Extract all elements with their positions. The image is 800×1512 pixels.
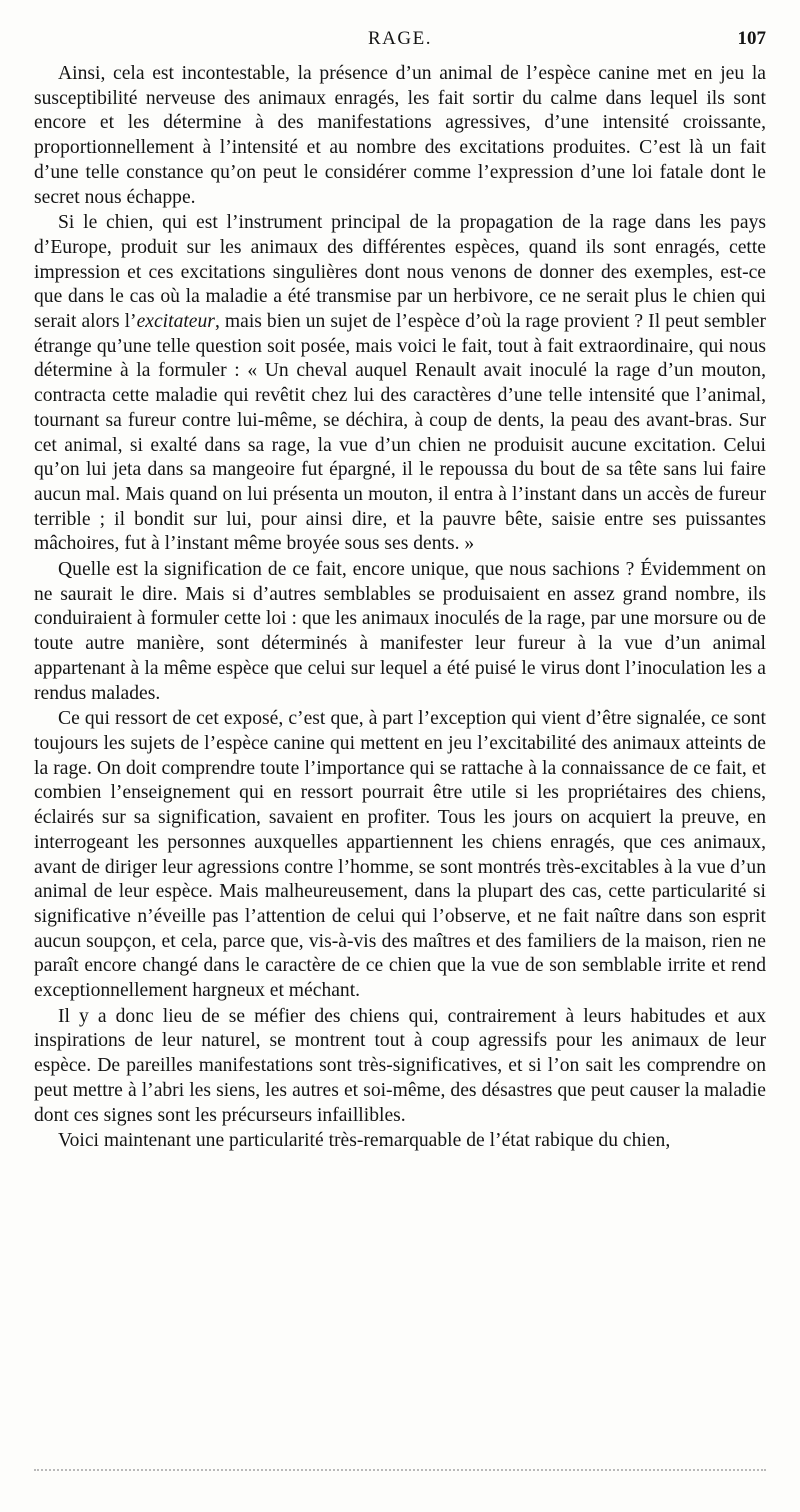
paragraph-text: Ainsi, cela est incontestable, la présence d’un animal de l’espèce canine met en jeu la susceptibilité nerveuse des animaux enragés, les fait sortir du calme dans lequel ils sont encore et les détermine à des manifestations agressives, d’une intensité croissante, proportionnellement à l’intensité et au nombre des excitations produites. C’est là un fait d’une telle constance qu’on peut le considérer comme l’expression d’une loi fatale dont le secret nous échappe.	[34, 63, 766, 208]
paragraph-text: Quelle est la signification de ce fait, encore unique, que nous sachions ? Évidemment on ne saurait le dire. Mais si d’autres semblables se produisaient en assez grand nombre, ils conduiraient à formuler cette loi : que les animaux inoculés de la rage, par une morsure ou de toute autre manière, sont déterminés à manifester leur fureur à la vue d’un animal appartenant à la même espèce que celui sur lequel a été puisé le virus dont l’inoculation les a rendus malades.	[34, 559, 766, 704]
paragraph	[34, 62, 766, 210]
paragraph-text-continued: , mais bien un sujet de l’espèce d’où la rage provient ? Il peut sembler étrange qu’une telle question soit posée, mais voici le fait, tout à fait extraordinaire, qui nous détermine à la formuler : « Un cheval auquel Renault avait inoculé la rage d’un mouton, contracta cette maladie qui revêtit chez lui des caractères d’une telle intensité que l’animal, tournant sa fureur contre lui-même, se déchira, à coup de dents, la peau des avant-bras. Sur cet animal, si exalté dans sa rage, la vue d’un chien ne produisit aucune excitation. Celui qu’on lui jeta dans sa mangeoire fut épargné, il le repoussa du bout de sa tête sans lui faire aucun mal. Mais quand on lui présenta un mouton, il entra à l’instant dans un accès de fureur terrible ; il bondit sur lui, pour ainsi dire, et la pauvre bête, saisie entre ses puissantes mâchoires, fut à l’instant même broyée sous ses dents. »	[34, 311, 766, 555]
paragraph	[34, 211, 766, 557]
paragraph-text: Il y a donc lieu de se méfier des chiens qui, contrairement à leurs habitudes et aux inspirations de leur naturel, se montrent tout à coup agressifs pour les animaux de leur espèce. De pareilles manifestations sont très-significatives, et si l’on sait les comprendre on peut mettre à l’abri les siens, les autres et soi-même, des désastres que peut causer la maladie dont ces signes sont les précurseurs infaillibles.	[34, 1005, 766, 1126]
running-head	[34, 28, 766, 58]
paragraph	[34, 1005, 766, 1129]
paragraph-text: Si le chien, qui est l’instrument principal de la propagation de la rage dans les pays d’Europe, produit sur les animaux des différentes espèces, quand ils sont enragés, cette impression et ces excitations singulières dont nous venons de donner des exemples, est-ce que dans le cas où la maladie a été transmise par un herbivore, ce ne serait plus le chien qui serait alors l’	[34, 212, 766, 333]
paragraph	[34, 1129, 766, 1154]
emphasized-term: excitateur	[136, 311, 215, 333]
footer-rule	[34, 1469, 766, 1471]
paragraph-text: Voici maintenant une particularité très-remarquable de l’état rabique du chien,	[58, 1130, 671, 1152]
body-text	[34, 62, 766, 1155]
paragraph	[34, 707, 766, 1003]
page-number: 107	[737, 28, 766, 49]
paragraph-text: Ce qui ressort de cet exposé, c’est que, à part l’exception qui vient d’être signalée, ce sont toujours les sujets de l’espèce canine qui mettent en jeu l’excitabilité des animaux atteints de la rage. On doit comprendre toute l’importance qui se rattache à la connaissance de ce fait, et combien l’enseignement qui en ressort pourrait être utile si les propriétaires des chiens, éclairés sur sa signification, savaient en profiter. Tous les jours on acquiert la preuve, en interrogeant les personnes auxquelles appartiennent les chiens enragés, que ces animaux, avant de diriger leur agressions contre l’homme, se sont montrés très-excitables à la vue d’un animal de leur espèce. Mais malheureusement, dans la plupart des cas, cette particularité si significative n’éveille pas l’attention de celui qui l’observe, et ne fait naître dans son esprit aucun soupçon, et cela, parce que, vis-à-vis des maîtres et des familiers de la maison, rien ne paraît encore changé dans le caractère de ce chien que la vue de son semblable irrite et rend exceptionnellement hargneux et méchant.	[34, 708, 766, 1002]
running-title: RAGE.	[368, 28, 432, 49]
paragraph	[34, 558, 766, 706]
